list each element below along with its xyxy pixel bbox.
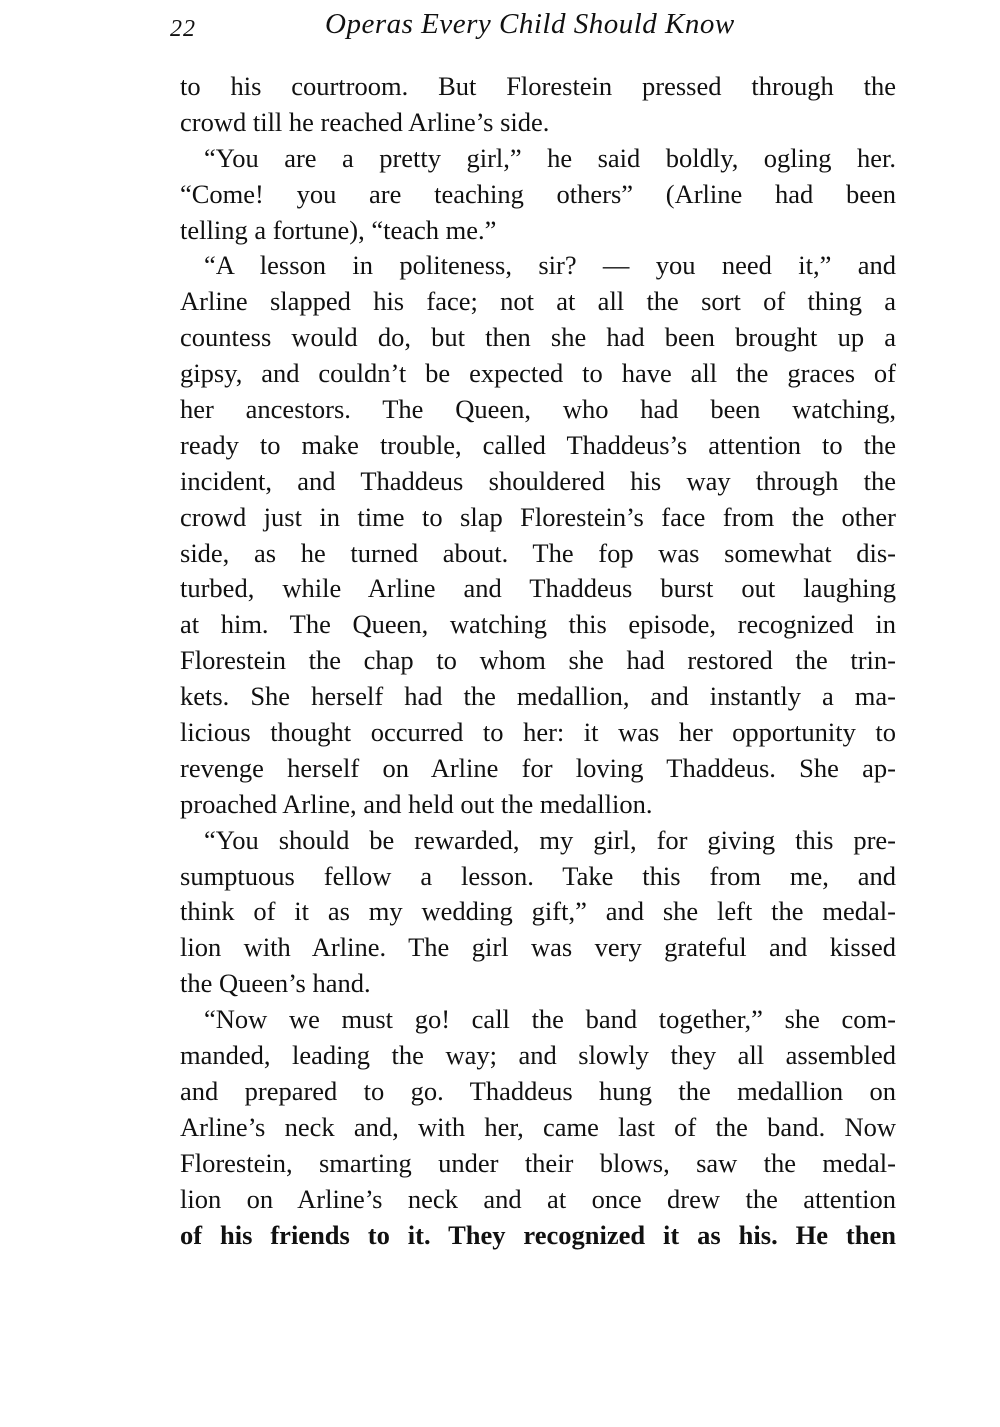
text-line: Florestein the chap to whom she had restored the trin-: [180, 645, 896, 676]
text-line: the Queen’s hand.: [180, 968, 371, 999]
text-line: countess would do, but then she had been brought up a: [180, 322, 896, 353]
text-line: at him. The Queen, watching this episode, recognized in: [180, 609, 896, 640]
text-line: and prepared to go. Thaddeus hung the medallion on: [180, 1075, 896, 1106]
text-line: lion on Arline’s neck and at once drew the attention: [180, 1183, 896, 1214]
text-line: Florestein, smarting under their blows, saw the medal-: [180, 1147, 896, 1178]
page-number: 22: [170, 16, 196, 42]
text-line: “You are a pretty girl,” he said boldly, ogling her.: [204, 142, 896, 173]
text-line: manded, leading the way; and slowly they all assembled: [180, 1040, 896, 1071]
text-line: crowd till he reached Arline’s side.: [180, 106, 550, 137]
text-line: licious thought occurred to her: it was her opportunity to: [180, 717, 896, 748]
text-line: ready to make trouble, called Thaddeus’s attention to the: [180, 429, 896, 460]
running-title: Operas Every Child Should Know: [325, 8, 735, 40]
page-header: [170, 8, 910, 48]
text-line: to his courtroom. But Florestein pressed through the: [180, 71, 896, 101]
text-line: revenge herself on Arline for loving Thaddeus. She ap-: [180, 752, 896, 783]
body-text: [180, 69, 896, 1253]
text-line: turbed, while Arline and Thaddeus burst out laughing: [180, 573, 896, 604]
text-line: “A lesson in politeness, sir? — you need it,” and: [204, 250, 896, 281]
text-line: Arline’s neck and, with her, came last of the band. Now: [180, 1111, 896, 1142]
text-line: crowd just in time to slap Florestein’s face from the other: [180, 501, 896, 532]
text-line: of his friends to it. They recognized it as his. He then: [180, 1219, 896, 1250]
text-line: Arline slapped his face; not at all the sort of thing a: [180, 286, 896, 317]
text-line: her ancestors. The Queen, who had been watching,: [180, 394, 896, 425]
text-line: sumptuous fellow a lesson. Take this from me, and: [180, 860, 896, 891]
text-line: lion with Arline. The girl was very grateful and kissed: [180, 932, 896, 963]
text-line: side, as he turned about. The fop was somewhat dis-: [180, 537, 896, 568]
text-line: telling a fortune), “teach me.”: [180, 214, 497, 245]
text-line: incident, and Thaddeus shouldered his way through the: [180, 465, 896, 496]
text-line: think of it as my wedding gift,” and she left the medal-: [180, 896, 896, 927]
text-line: proached Arline, and held out the medallion.: [180, 788, 653, 819]
text-line: “Now we must go! call the band together,” she com-: [204, 1004, 896, 1035]
text-line: gipsy, and couldn’t be expected to have all the graces of: [180, 358, 896, 389]
text-line: kets. She herself had the medallion, and instantly a ma-: [180, 681, 896, 712]
text-line: “Come! you are teaching others” (Arline had been: [180, 178, 896, 209]
text-line: “You should be rewarded, my girl, for giving this pre-: [204, 824, 896, 855]
